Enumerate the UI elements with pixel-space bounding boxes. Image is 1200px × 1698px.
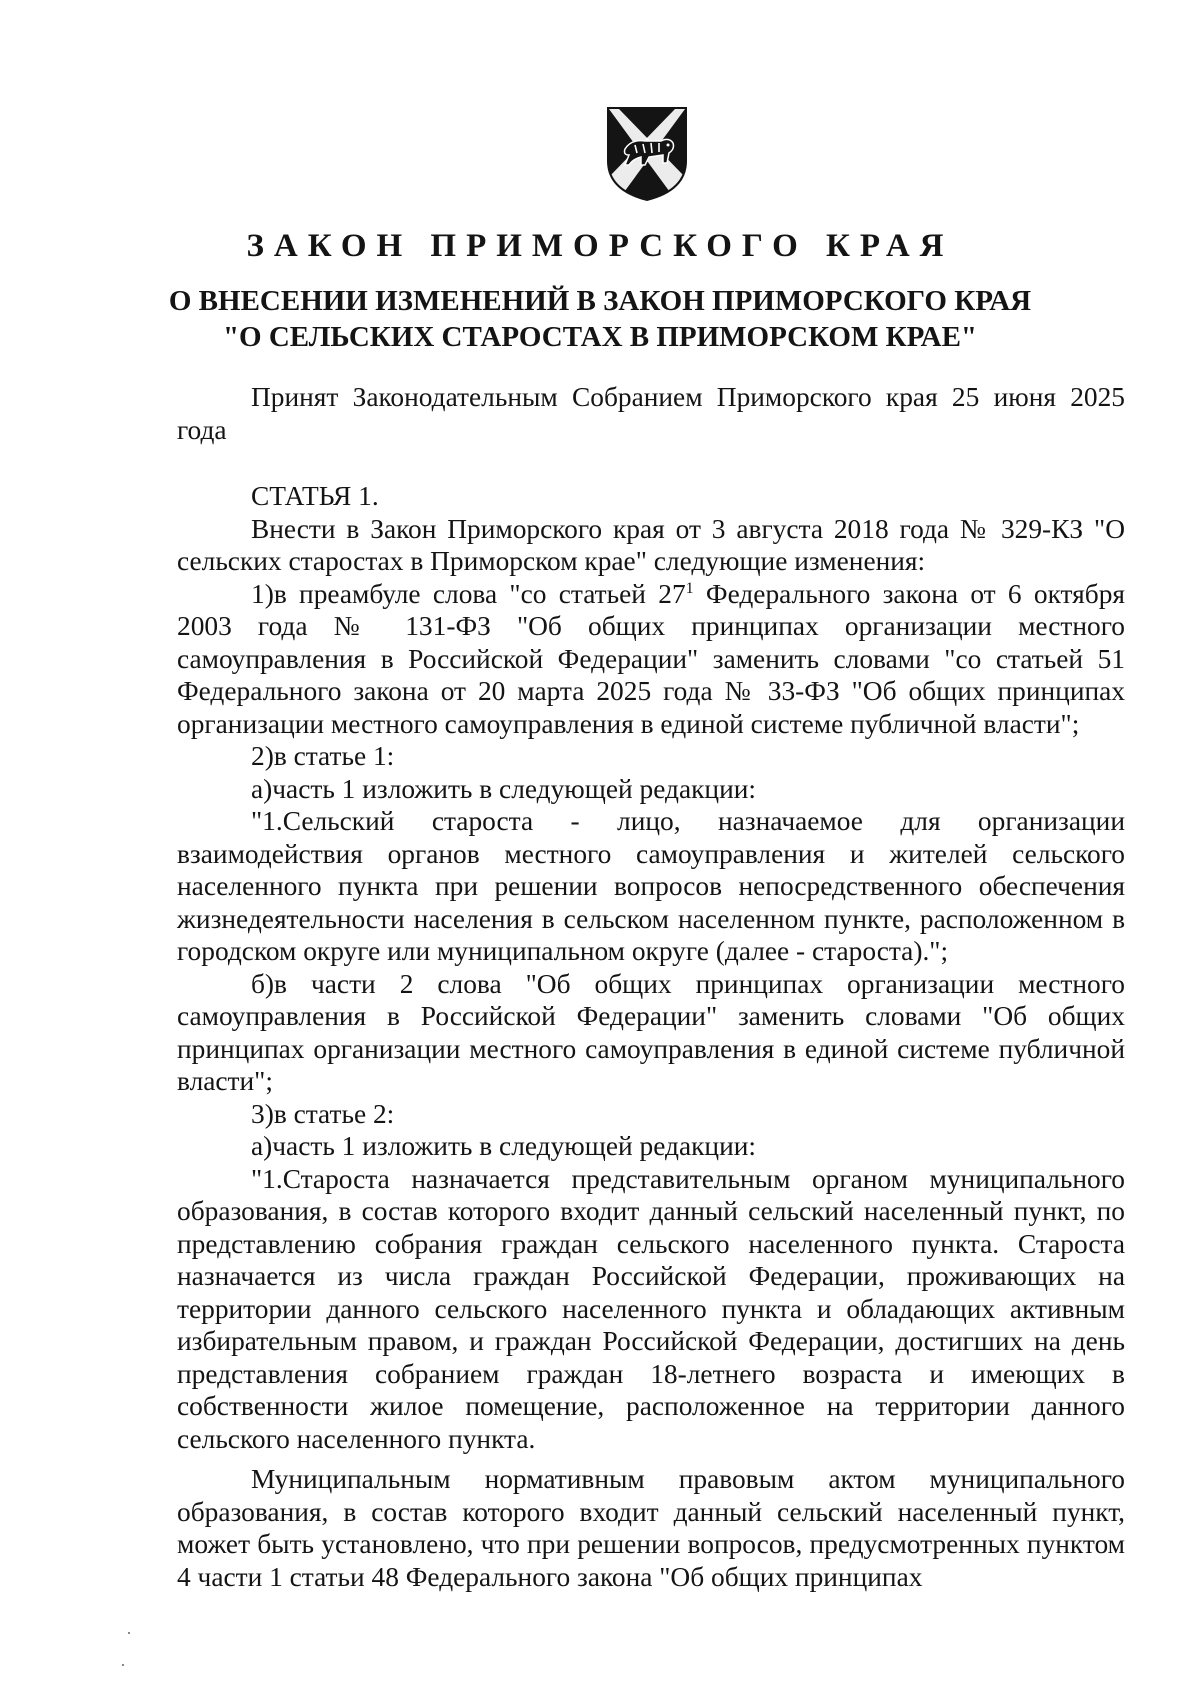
article-intro: Внести в Закон Приморского края от 3 августа 2018 года № 329-КЗ "О сельских старостах в Приморском крае" следующие изменения: bbox=[177, 513, 1125, 576]
item-1-superscript: 1 bbox=[685, 579, 694, 597]
article-heading: СТАТЬЯ 1. bbox=[251, 481, 379, 511]
item-2b-paragraph: б)в части 2 слова "Об общих принципах организации местного самоуправления в Российской Федерации" заменить словами "Об общих принципах организации местного самоуправления в единой системе публичной власти"; bbox=[177, 968, 1125, 1096]
item-2a-text-paragraph: "1.Сельский староста - лицо, назначаемое для организации взаимодействия органов местного самоуправления и жителей сельского населенного пункта при решении вопросов непосредственного обеспечения жизнедеятельности населения в сельском населенном пункте, расположенном в городском округе или муниципальном округе (далее - староста)."; bbox=[177, 806, 1125, 966]
law-title-line-2: "О СЕЛЬСКИХ СТАРОСТАХ В ПРИМОРСКОМ КРАЕ" bbox=[222, 321, 978, 353]
item-1-paragraph bbox=[177, 578, 1125, 741]
item-1-text-start: 1)в преамбуле слова "со статьей 27 bbox=[251, 578, 686, 609]
item-3a-paragraph: а)часть 1 изложить в следующей редакции: bbox=[251, 1131, 757, 1161]
scan-speck bbox=[128, 1632, 130, 1634]
adoption-paragraph: Принят Законодательным Собранием Приморского края 25 июня 2025 года bbox=[177, 382, 1125, 445]
item-2a-paragraph: а)часть 1 изложить в следующей редакции: bbox=[251, 773, 757, 804]
item-3-paragraph: 3)в статье 2: bbox=[251, 1098, 395, 1129]
law-body bbox=[177, 381, 1125, 1593]
law-title-line-1: О ВНЕСЕНИИ ИЗМЕНЕНИЙ В ЗАКОН ПРИМОРСКОГО КРАЯ bbox=[168, 285, 1032, 317]
item-3a-text-paragraph-2: Муниципальным нормативным правовым актом муниципального образования, в состав которого входит данный сельский населенный пункт, может быть установлено, что при решении вопросов, предусмотренных пунктом 4 части 1 статьи 48 Федерального закона "Об общих принципах bbox=[177, 1464, 1125, 1592]
law-title bbox=[0, 283, 1200, 355]
item-1-text-end: Федерального закона от 6 октября 2003 года № 131-ФЗ "Об общих принципах организации местного самоуправления в Российской Федерации" заменить словами "со статьей 51 Федерального закона от 20 марта 2025 года № 33-ФЗ "Об общих принципах организации местного самоуправления в единой системе публичной власти"; bbox=[177, 578, 1125, 739]
item-3a-text-paragraph: "1.Староста назначается представительным органом муниципального образования, в состав которого входит данный сельский населенный пункт, по представлению собрания граждан сельского населенного пункта. Староста назначается из числа граждан Российской Федерации, проживающих на территории данного сельского населенного пункта и обладающих активным избирательным правом, и граждан Российской Федерации, достигших на день представления собранием граждан 18-летнего возраста и имеющих в собственности жилое помещение, расположенное на территории данного сельского населенного пункта. bbox=[177, 1163, 1125, 1454]
item-2-paragraph: 2)в статье 1: bbox=[251, 741, 395, 771]
coat-of-arms-emblem bbox=[605, 103, 689, 203]
scan-speck bbox=[122, 1664, 124, 1666]
law-type-heading: ЗАКОН ПРИМОРСКОГО КРАЯ bbox=[246, 228, 954, 264]
